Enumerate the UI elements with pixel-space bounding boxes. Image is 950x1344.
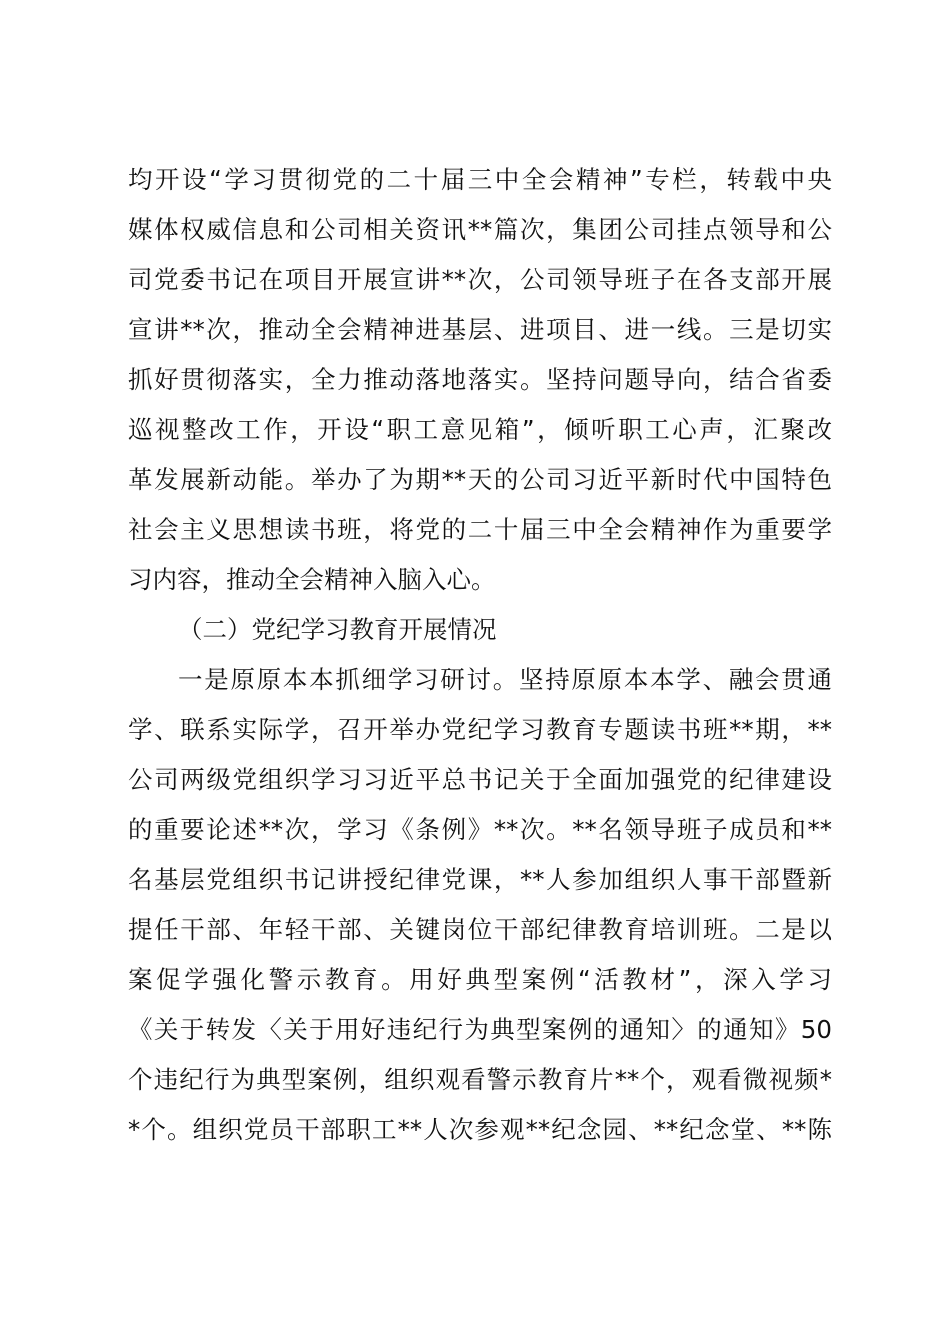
paragraph-line: 案促学强化警示教育。用好典型案例“活教材”，深入学习 bbox=[128, 965, 832, 994]
paragraph-line: 司党委书记在项目开展宣讲**次，公司领导班子在各支部开展 bbox=[128, 265, 832, 294]
paragraph-line: 名基层党组织书记讲授纪律党课，**人参加组织人事干部暨新 bbox=[128, 865, 832, 894]
paragraph-line: 巡视整改工作，开设“职工意见箱”，倾听职工心声，汇聚改 bbox=[128, 415, 832, 444]
paragraph-line: 革发展新动能。举办了为期**天的公司习近平新时代中国特色 bbox=[128, 465, 832, 494]
paragraph-line: 宣讲**次，推动全会精神进基层、进项目、进一线。三是切实 bbox=[128, 315, 832, 344]
paragraph-line: 个违纪行为典型案例，组织观看警示教育片**个，观看微视频* bbox=[128, 1065, 832, 1094]
paragraph-line: 均开设“学习贯彻党的二十届三中全会精神”专栏，转载中央 bbox=[128, 165, 832, 194]
paragraph-line: 的重要论述**次，学习《条例》**次。**名领导班子成员和** bbox=[128, 815, 832, 844]
paragraph-line-last: 习内容，推动全会精神入脑入心。 bbox=[128, 565, 496, 594]
section-heading: （二）党纪学习教育开展情况 bbox=[178, 615, 497, 644]
paragraph-line: 公司两级党组织学习习近平总书记关于全面加强党的纪律建设 bbox=[128, 765, 832, 794]
paragraph-line: 媒体权威信息和公司相关资讯**篇次，集团公司挂点领导和公 bbox=[128, 215, 832, 244]
paragraph-line: 社会主义思想读书班，将党的二十届三中全会精神作为重要学 bbox=[128, 515, 832, 544]
paragraph-line: 提任干部、年轻干部、关键岗位干部纪律教育培训班。二是以 bbox=[128, 915, 832, 944]
document-body bbox=[128, 155, 832, 1155]
paragraph-line: 抓好贯彻落实，全力推动落地落实。坚持问题导向，结合省委 bbox=[128, 365, 832, 394]
paragraph-line: 《关于转发〈关于用好违纪行为典型案例的通知〉的通知》50 bbox=[128, 1015, 832, 1044]
paragraph-line-first: 一是原原本本抓细学习研讨。坚持原原本本学、融会贯通 bbox=[178, 665, 832, 694]
paragraph-line: *个。组织党员干部职工**人次参观**纪念园、**纪念堂、**陈 bbox=[128, 1115, 832, 1144]
paragraph-line: 学、联系实际学，召开举办党纪学习教育专题读书班**期，** bbox=[128, 715, 832, 744]
